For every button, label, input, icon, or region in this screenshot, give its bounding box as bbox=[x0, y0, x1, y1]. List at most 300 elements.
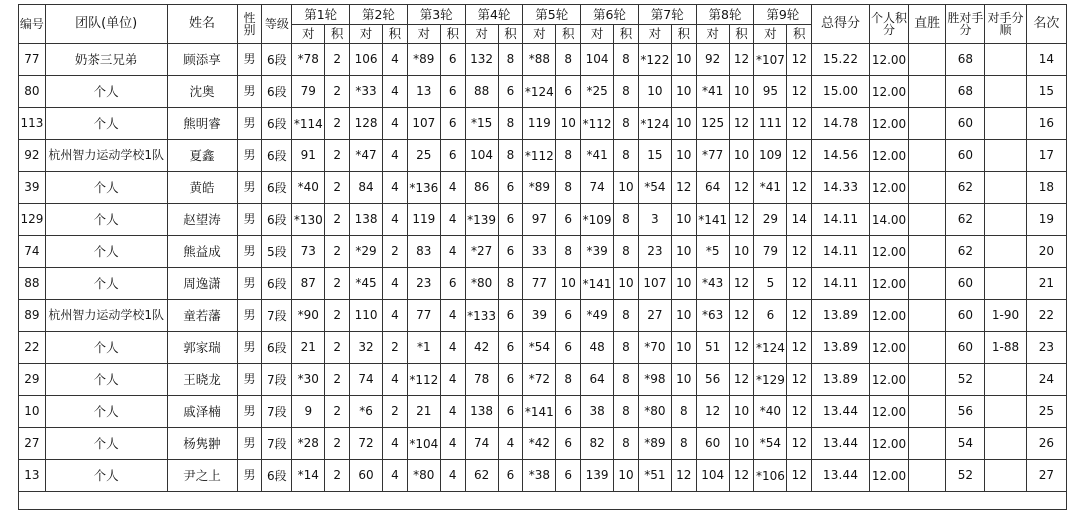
player-id: 74 bbox=[19, 236, 46, 268]
round-8-opponent: *5 bbox=[696, 236, 729, 268]
total-score: 14.11 bbox=[812, 204, 870, 236]
direct-win bbox=[909, 108, 946, 140]
round-8-opponent: 125 bbox=[696, 108, 729, 140]
round-1-opponent: 9 bbox=[292, 396, 325, 428]
gender-cell: 男 bbox=[237, 108, 262, 140]
round-4-points: 8 bbox=[498, 44, 523, 76]
personal-points: 12.00 bbox=[869, 172, 908, 204]
header-name: 姓名 bbox=[167, 5, 237, 44]
round-5-points: 6 bbox=[556, 460, 581, 492]
table-row bbox=[19, 108, 1067, 140]
round-9-opponent: 79 bbox=[754, 236, 787, 268]
round-7-points: 10 bbox=[671, 332, 696, 364]
win-opp-score: 60 bbox=[946, 140, 985, 172]
round-2-opponent: *47 bbox=[350, 140, 383, 172]
table-row bbox=[19, 364, 1067, 396]
round-4-opponent: *133 bbox=[465, 300, 498, 332]
opp-order bbox=[985, 140, 1026, 172]
round-9-opponent: 111 bbox=[754, 108, 787, 140]
round-2-points: 4 bbox=[383, 428, 408, 460]
round-3-points: 4 bbox=[440, 428, 465, 460]
player-name: 沈奥 bbox=[167, 76, 237, 108]
round-9-points: 12 bbox=[787, 364, 812, 396]
round-6-points: 8 bbox=[614, 300, 639, 332]
player-id: 27 bbox=[19, 428, 46, 460]
standings-sheet bbox=[18, 4, 1067, 510]
win-opp-score: 52 bbox=[946, 364, 985, 396]
player-name: 郭家瑞 bbox=[167, 332, 237, 364]
round-6-opponent: 82 bbox=[581, 428, 614, 460]
round-1-opponent: *90 bbox=[292, 300, 325, 332]
table-row bbox=[19, 332, 1067, 364]
header-round-4: 第4轮 bbox=[465, 5, 523, 25]
header-opponent: 对 bbox=[638, 25, 671, 44]
win-opp-score: 60 bbox=[946, 108, 985, 140]
round-4-opponent: 42 bbox=[465, 332, 498, 364]
round-4-points: 6 bbox=[498, 396, 523, 428]
round-3-opponent: *136 bbox=[407, 172, 440, 204]
grade-cell: 6段 bbox=[262, 76, 292, 108]
header-round-5: 第5轮 bbox=[523, 5, 581, 25]
table-header bbox=[19, 5, 1067, 44]
round-3-points: 6 bbox=[440, 44, 465, 76]
round-6-opponent: *141 bbox=[581, 268, 614, 300]
round-7-opponent: *70 bbox=[638, 332, 671, 364]
table-row bbox=[19, 204, 1067, 236]
total-score: 13.89 bbox=[812, 300, 870, 332]
rank: 15 bbox=[1026, 76, 1066, 108]
rank: 25 bbox=[1026, 396, 1066, 428]
gender-cell: 男 bbox=[237, 428, 262, 460]
round-8-opponent: 12 bbox=[696, 396, 729, 428]
round-6-points: 8 bbox=[614, 428, 639, 460]
direct-win bbox=[909, 428, 946, 460]
rank: 21 bbox=[1026, 268, 1066, 300]
header-round-6: 第6轮 bbox=[581, 5, 639, 25]
gender-cell: 男 bbox=[237, 268, 262, 300]
round-2-opponent: *6 bbox=[350, 396, 383, 428]
personal-points: 12.00 bbox=[869, 236, 908, 268]
round-2-opponent: 32 bbox=[350, 332, 383, 364]
round-9-opponent: *54 bbox=[754, 428, 787, 460]
round-5-points: 10 bbox=[556, 268, 581, 300]
player-id: 77 bbox=[19, 44, 46, 76]
rank: 23 bbox=[1026, 332, 1066, 364]
round-3-points: 4 bbox=[440, 204, 465, 236]
round-1-points: 2 bbox=[325, 140, 350, 172]
round-6-points: 8 bbox=[614, 140, 639, 172]
header-total: 总得分 bbox=[812, 5, 870, 44]
round-7-opponent: 23 bbox=[638, 236, 671, 268]
team-cell: 奶茶三兄弟 bbox=[45, 44, 167, 76]
round-9-points: 12 bbox=[787, 268, 812, 300]
win-opp-score: 62 bbox=[946, 172, 985, 204]
round-5-opponent: *112 bbox=[523, 140, 556, 172]
gender-cell: 男 bbox=[237, 204, 262, 236]
round-8-points: 12 bbox=[729, 172, 754, 204]
player-id: 10 bbox=[19, 396, 46, 428]
round-4-opponent: 88 bbox=[465, 76, 498, 108]
player-name: 顾添享 bbox=[167, 44, 237, 76]
total-score: 14.11 bbox=[812, 268, 870, 300]
round-8-points: 12 bbox=[729, 204, 754, 236]
grade-cell: 5段 bbox=[262, 236, 292, 268]
header-opponent: 对 bbox=[465, 25, 498, 44]
header-round-1: 第1轮 bbox=[292, 5, 350, 25]
round-1-opponent: 21 bbox=[292, 332, 325, 364]
header-win-opp: 胜对手分 bbox=[946, 5, 985, 44]
round-2-points: 2 bbox=[383, 396, 408, 428]
opp-order bbox=[985, 236, 1026, 268]
player-name: 熊益成 bbox=[167, 236, 237, 268]
round-9-opponent: 95 bbox=[754, 76, 787, 108]
personal-points: 12.00 bbox=[869, 44, 908, 76]
total-score: 14.11 bbox=[812, 236, 870, 268]
round-4-points: 6 bbox=[498, 172, 523, 204]
round-7-points: 10 bbox=[671, 76, 696, 108]
direct-win bbox=[909, 172, 946, 204]
round-3-points: 4 bbox=[440, 332, 465, 364]
round-6-points: 10 bbox=[614, 172, 639, 204]
header-points: 积 bbox=[325, 25, 350, 44]
round-6-points: 8 bbox=[614, 204, 639, 236]
team-cell: 个人 bbox=[45, 428, 167, 460]
win-opp-score: 56 bbox=[946, 396, 985, 428]
total-score: 13.44 bbox=[812, 460, 870, 492]
round-2-opponent: 138 bbox=[350, 204, 383, 236]
round-1-points: 2 bbox=[325, 396, 350, 428]
round-5-points: 6 bbox=[556, 396, 581, 428]
rank: 19 bbox=[1026, 204, 1066, 236]
round-4-opponent: 74 bbox=[465, 428, 498, 460]
round-5-opponent: 77 bbox=[523, 268, 556, 300]
round-9-points: 12 bbox=[787, 428, 812, 460]
header-round-3: 第3轮 bbox=[407, 5, 465, 25]
round-6-points: 8 bbox=[614, 76, 639, 108]
round-7-opponent: *122 bbox=[638, 44, 671, 76]
grade-cell: 6段 bbox=[262, 204, 292, 236]
direct-win bbox=[909, 396, 946, 428]
round-8-opponent: 104 bbox=[696, 460, 729, 492]
player-name: 戚泽楠 bbox=[167, 396, 237, 428]
round-4-opponent: *27 bbox=[465, 236, 498, 268]
round-1-points: 2 bbox=[325, 268, 350, 300]
round-2-opponent: 60 bbox=[350, 460, 383, 492]
header-points: 积 bbox=[787, 25, 812, 44]
round-3-points: 6 bbox=[440, 268, 465, 300]
win-opp-score: 68 bbox=[946, 76, 985, 108]
gender-cell: 男 bbox=[237, 236, 262, 268]
round-3-points: 4 bbox=[440, 396, 465, 428]
header-points: 积 bbox=[498, 25, 523, 44]
round-2-opponent: *45 bbox=[350, 268, 383, 300]
opp-order bbox=[985, 268, 1026, 300]
standings-table bbox=[18, 4, 1067, 510]
player-name: 尹之上 bbox=[167, 460, 237, 492]
round-6-opponent: *39 bbox=[581, 236, 614, 268]
header-opponent: 对 bbox=[350, 25, 383, 44]
round-5-points: 8 bbox=[556, 140, 581, 172]
grade-cell: 7段 bbox=[262, 300, 292, 332]
player-id: 29 bbox=[19, 364, 46, 396]
opp-order: 1-88 bbox=[985, 332, 1026, 364]
player-id: 80 bbox=[19, 76, 46, 108]
round-2-opponent: 128 bbox=[350, 108, 383, 140]
total-score: 13.89 bbox=[812, 332, 870, 364]
total-score: 15.00 bbox=[812, 76, 870, 108]
round-5-opponent: *54 bbox=[523, 332, 556, 364]
personal-points: 12.00 bbox=[869, 108, 908, 140]
win-opp-score: 62 bbox=[946, 236, 985, 268]
direct-win bbox=[909, 236, 946, 268]
round-4-points: 6 bbox=[498, 236, 523, 268]
player-id: 22 bbox=[19, 332, 46, 364]
header-round-8: 第8轮 bbox=[696, 5, 754, 25]
win-opp-score: 60 bbox=[946, 268, 985, 300]
round-6-opponent: *109 bbox=[581, 204, 614, 236]
round-7-opponent: 107 bbox=[638, 268, 671, 300]
round-2-points: 4 bbox=[383, 172, 408, 204]
round-3-points: 4 bbox=[440, 236, 465, 268]
round-7-points: 10 bbox=[671, 364, 696, 396]
round-5-opponent: *141 bbox=[523, 396, 556, 428]
round-5-opponent: 33 bbox=[523, 236, 556, 268]
round-3-points: 6 bbox=[440, 108, 465, 140]
direct-win bbox=[909, 44, 946, 76]
win-opp-score: 60 bbox=[946, 300, 985, 332]
table-row bbox=[19, 396, 1067, 428]
round-6-opponent: 64 bbox=[581, 364, 614, 396]
round-2-opponent: *29 bbox=[350, 236, 383, 268]
opp-order bbox=[985, 172, 1026, 204]
round-5-points: 6 bbox=[556, 428, 581, 460]
total-score: 14.33 bbox=[812, 172, 870, 204]
team-cell: 个人 bbox=[45, 332, 167, 364]
header-opponent: 对 bbox=[754, 25, 787, 44]
round-3-points: 4 bbox=[440, 172, 465, 204]
round-1-opponent: *30 bbox=[292, 364, 325, 396]
round-9-points: 12 bbox=[787, 396, 812, 428]
personal-points: 12.00 bbox=[869, 300, 908, 332]
grade-cell: 7段 bbox=[262, 364, 292, 396]
round-2-points: 4 bbox=[383, 204, 408, 236]
header-grade: 等级 bbox=[262, 5, 292, 44]
round-9-opponent: *107 bbox=[754, 44, 787, 76]
personal-points: 12.00 bbox=[869, 460, 908, 492]
round-9-opponent: 29 bbox=[754, 204, 787, 236]
round-5-opponent: *89 bbox=[523, 172, 556, 204]
round-3-points: 4 bbox=[440, 460, 465, 492]
round-2-points: 2 bbox=[383, 236, 408, 268]
rank: 26 bbox=[1026, 428, 1066, 460]
grade-cell: 6段 bbox=[262, 460, 292, 492]
round-5-points: 6 bbox=[556, 76, 581, 108]
round-8-points: 10 bbox=[729, 140, 754, 172]
round-9-opponent: *129 bbox=[754, 364, 787, 396]
opp-order bbox=[985, 460, 1026, 492]
round-5-points: 8 bbox=[556, 44, 581, 76]
round-8-opponent: *63 bbox=[696, 300, 729, 332]
round-6-opponent: 48 bbox=[581, 332, 614, 364]
round-6-points: 8 bbox=[614, 108, 639, 140]
player-id: 13 bbox=[19, 460, 46, 492]
round-9-points: 12 bbox=[787, 332, 812, 364]
table-footer bbox=[19, 492, 1067, 510]
opp-order bbox=[985, 428, 1026, 460]
header-points: 积 bbox=[614, 25, 639, 44]
round-1-points: 2 bbox=[325, 108, 350, 140]
round-2-points: 4 bbox=[383, 268, 408, 300]
round-1-points: 2 bbox=[325, 428, 350, 460]
player-name: 童若藩 bbox=[167, 300, 237, 332]
round-6-points: 8 bbox=[614, 396, 639, 428]
round-3-opponent: *104 bbox=[407, 428, 440, 460]
round-9-opponent: *106 bbox=[754, 460, 787, 492]
header-round-2: 第2轮 bbox=[350, 5, 408, 25]
round-4-opponent: *80 bbox=[465, 268, 498, 300]
round-2-opponent: 74 bbox=[350, 364, 383, 396]
direct-win bbox=[909, 204, 946, 236]
round-7-points: 10 bbox=[671, 44, 696, 76]
direct-win bbox=[909, 140, 946, 172]
grade-cell: 6段 bbox=[262, 172, 292, 204]
round-5-points: 6 bbox=[556, 332, 581, 364]
table-row bbox=[19, 236, 1067, 268]
round-8-points: 12 bbox=[729, 300, 754, 332]
round-3-opponent: 83 bbox=[407, 236, 440, 268]
round-9-points: 12 bbox=[787, 140, 812, 172]
header-opponent: 对 bbox=[292, 25, 325, 44]
table-row bbox=[19, 172, 1067, 204]
round-1-opponent: *40 bbox=[292, 172, 325, 204]
round-3-points: 4 bbox=[440, 364, 465, 396]
table-row bbox=[19, 140, 1067, 172]
total-score: 13.44 bbox=[812, 428, 870, 460]
header-opponent: 对 bbox=[581, 25, 614, 44]
round-7-opponent: 15 bbox=[638, 140, 671, 172]
direct-win bbox=[909, 364, 946, 396]
round-4-opponent: 104 bbox=[465, 140, 498, 172]
grade-cell: 6段 bbox=[262, 332, 292, 364]
round-2-points: 4 bbox=[383, 76, 408, 108]
rank: 16 bbox=[1026, 108, 1066, 140]
opp-order bbox=[985, 76, 1026, 108]
table-row bbox=[19, 300, 1067, 332]
round-6-points: 8 bbox=[614, 44, 639, 76]
round-2-opponent: 110 bbox=[350, 300, 383, 332]
round-8-points: 10 bbox=[729, 428, 754, 460]
round-4-points: 6 bbox=[498, 460, 523, 492]
player-name: 熊明睿 bbox=[167, 108, 237, 140]
round-5-points: 8 bbox=[556, 172, 581, 204]
round-5-opponent: 39 bbox=[523, 300, 556, 332]
win-opp-score: 62 bbox=[946, 204, 985, 236]
personal-points: 12.00 bbox=[869, 76, 908, 108]
team-cell: 杭州智力运动学校1队 bbox=[45, 300, 167, 332]
round-8-points: 10 bbox=[729, 76, 754, 108]
round-9-opponent: 109 bbox=[754, 140, 787, 172]
round-9-opponent: *40 bbox=[754, 396, 787, 428]
win-opp-score: 52 bbox=[946, 460, 985, 492]
player-name: 王晓龙 bbox=[167, 364, 237, 396]
gender-cell: 男 bbox=[237, 172, 262, 204]
personal-points: 12.00 bbox=[869, 364, 908, 396]
round-8-opponent: *43 bbox=[696, 268, 729, 300]
round-1-points: 2 bbox=[325, 236, 350, 268]
header-opponent: 对 bbox=[523, 25, 556, 44]
header-opponent: 对 bbox=[407, 25, 440, 44]
direct-win bbox=[909, 460, 946, 492]
table-row bbox=[19, 428, 1067, 460]
round-2-points: 4 bbox=[383, 300, 408, 332]
table-body bbox=[19, 44, 1067, 492]
round-1-opponent: *14 bbox=[292, 460, 325, 492]
gender-cell: 男 bbox=[237, 76, 262, 108]
header-points: 积 bbox=[383, 25, 408, 44]
round-7-points: 10 bbox=[671, 108, 696, 140]
round-4-points: 6 bbox=[498, 364, 523, 396]
opp-order bbox=[985, 204, 1026, 236]
round-4-points: 6 bbox=[498, 332, 523, 364]
round-3-opponent: 77 bbox=[407, 300, 440, 332]
round-4-points: 6 bbox=[498, 204, 523, 236]
round-2-points: 4 bbox=[383, 108, 408, 140]
header-row-top bbox=[19, 5, 1067, 25]
grade-cell: 6段 bbox=[262, 108, 292, 140]
total-score: 14.56 bbox=[812, 140, 870, 172]
round-8-points: 12 bbox=[729, 44, 754, 76]
round-8-points: 12 bbox=[729, 108, 754, 140]
round-3-opponent: 23 bbox=[407, 268, 440, 300]
round-4-opponent: *15 bbox=[465, 108, 498, 140]
round-1-opponent: 79 bbox=[292, 76, 325, 108]
player-id: 113 bbox=[19, 108, 46, 140]
round-4-points: 6 bbox=[498, 76, 523, 108]
round-4-points: 4 bbox=[498, 428, 523, 460]
round-4-opponent: 86 bbox=[465, 172, 498, 204]
table-row bbox=[19, 76, 1067, 108]
round-2-opponent: 72 bbox=[350, 428, 383, 460]
round-9-opponent: *124 bbox=[754, 332, 787, 364]
round-4-opponent: 62 bbox=[465, 460, 498, 492]
grade-cell: 7段 bbox=[262, 428, 292, 460]
player-id: 39 bbox=[19, 172, 46, 204]
round-5-points: 8 bbox=[556, 236, 581, 268]
round-6-opponent: 139 bbox=[581, 460, 614, 492]
round-8-points: 12 bbox=[729, 364, 754, 396]
round-2-points: 4 bbox=[383, 44, 408, 76]
gender-cell: 男 bbox=[237, 460, 262, 492]
total-score: 15.22 bbox=[812, 44, 870, 76]
round-7-opponent: *124 bbox=[638, 108, 671, 140]
round-3-opponent: *89 bbox=[407, 44, 440, 76]
round-6-opponent: 38 bbox=[581, 396, 614, 428]
round-5-points: 6 bbox=[556, 300, 581, 332]
round-9-opponent: 5 bbox=[754, 268, 787, 300]
table-row bbox=[19, 44, 1067, 76]
round-9-points: 12 bbox=[787, 76, 812, 108]
round-5-points: 6 bbox=[556, 204, 581, 236]
round-4-opponent: 138 bbox=[465, 396, 498, 428]
round-1-points: 2 bbox=[325, 364, 350, 396]
round-7-points: 10 bbox=[671, 140, 696, 172]
team-cell: 个人 bbox=[45, 364, 167, 396]
round-8-points: 10 bbox=[729, 396, 754, 428]
round-4-opponent: *139 bbox=[465, 204, 498, 236]
round-2-opponent: 84 bbox=[350, 172, 383, 204]
player-name: 杨隽翀 bbox=[167, 428, 237, 460]
round-1-opponent: 91 bbox=[292, 140, 325, 172]
